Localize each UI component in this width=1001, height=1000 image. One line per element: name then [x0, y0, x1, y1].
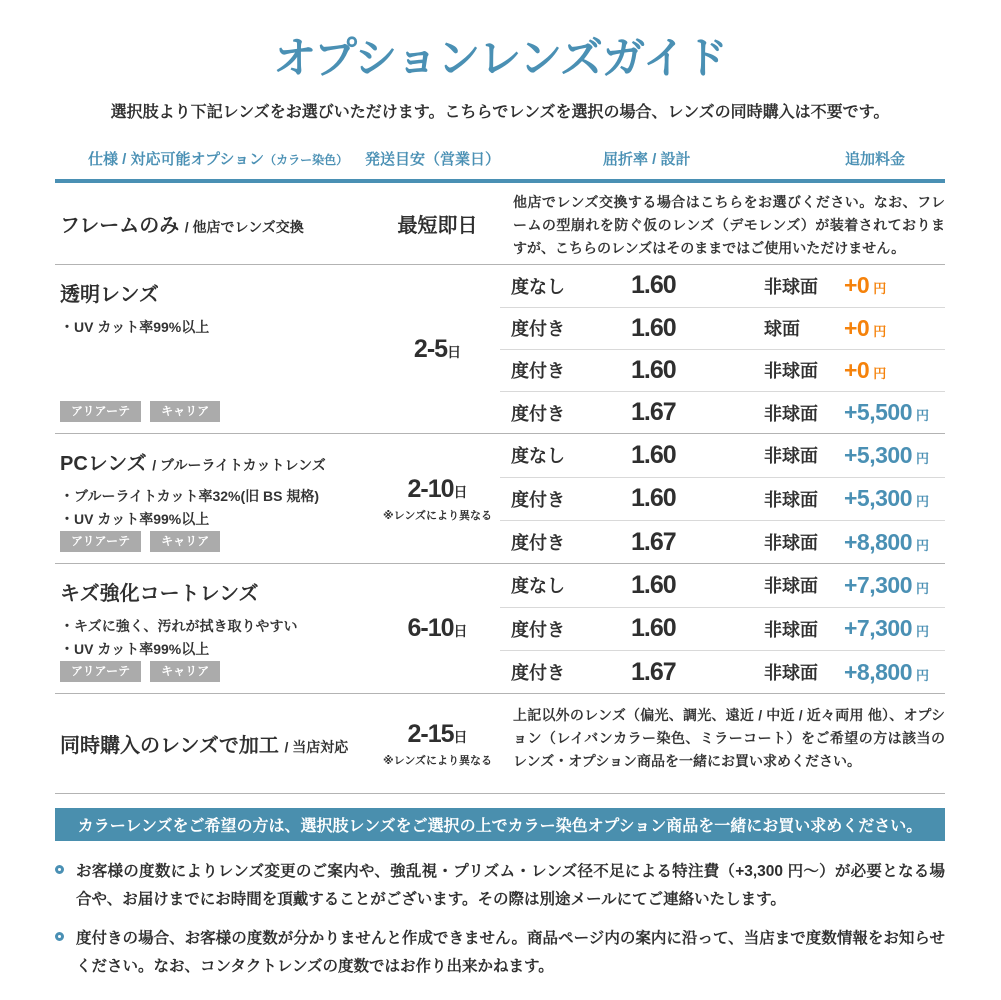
yen-unit: 円 — [916, 450, 930, 466]
column-header-spec-note: （カラー染色） — [264, 153, 349, 168]
refractive-index: 1.60 — [631, 614, 676, 643]
refractive-index: 1.67 — [631, 657, 676, 686]
color-dye-badges — [60, 531, 375, 552]
section-title-suffix: / 当店対応 — [284, 739, 349, 756]
power-type: 度付き — [511, 619, 565, 640]
refractive-index: 1.60 — [631, 440, 676, 469]
day-unit: 日 — [453, 728, 468, 745]
day-unit: 日 — [447, 343, 462, 360]
lens-option-row — [500, 350, 945, 392]
shipping-cell — [375, 434, 500, 563]
circle-bullet-icon — [55, 865, 64, 874]
lens-option-row — [500, 434, 945, 477]
column-header-price: 追加料金 — [845, 151, 906, 169]
shipping-estimate: 6-10日 — [407, 614, 468, 643]
yen-unit: 円 — [916, 408, 930, 424]
page-subtitle: 選択肢より下記レンズをお選びいただけます。こちらでレンズを選択の場合、レンズの同時購入は不要です。 — [110, 104, 890, 122]
lens-design: 非球面 — [764, 361, 818, 382]
lens-option-row — [500, 392, 945, 433]
section-title: キズ強化コートレンズ — [60, 583, 259, 606]
lens-design: 球面 — [764, 319, 800, 340]
additional-price: +8,800 円 — [844, 528, 930, 555]
yen-unit: 円 — [873, 323, 887, 339]
power-type: 度付き — [511, 489, 565, 510]
refractive-index: 1.60 — [631, 570, 676, 599]
section-pc-lens — [55, 434, 945, 564]
lens-design: 非球面 — [764, 489, 818, 510]
lens-option-rows — [500, 564, 945, 693]
lens-design: 非球面 — [764, 276, 818, 297]
badge-career: キャリア — [150, 401, 220, 422]
shipping-estimate: 最短即日 — [397, 215, 478, 238]
badge-ariate: アリアーテ — [60, 661, 141, 682]
section-description: 上記以外のレンズ（偏光、調光、遠近 / 中近 / 近々両用 他）、オプション（レイバンカラー染色、ミラーコート）をご希望の方は該当のレンズ・オプション商品を一緒にお買い求めください。 — [513, 707, 945, 769]
badge-ariate: アリアーテ — [60, 531, 141, 552]
section-title: PCレンズ / ブルーライトカットレンズ — [60, 453, 326, 476]
yen-unit: 円 — [916, 494, 930, 510]
section-title-suffix: / ブルーライトカットレンズ — [152, 457, 326, 474]
refractive-index: 1.67 — [631, 527, 676, 556]
power-type: 度付き — [511, 533, 565, 554]
day-unit: 日 — [453, 483, 468, 500]
section-title: フレームのみ / 他店でレンズ交換 — [60, 215, 304, 238]
power-type: 度付き — [511, 403, 565, 424]
color-dye-badges — [60, 661, 375, 682]
shipping-cell — [375, 694, 500, 793]
additional-price: +0 円 — [844, 314, 887, 341]
yen-unit: 円 — [916, 580, 930, 596]
shipping-estimate: 2-5日 — [413, 334, 462, 363]
footnotes — [55, 858, 945, 981]
footnote-item — [55, 858, 945, 914]
additional-price: +5,300 円 — [844, 441, 930, 468]
additional-price: +0 円 — [844, 356, 887, 383]
section-title: 同時購入のレンズで加工 / 当店対応 — [60, 735, 349, 758]
yen-unit: 円 — [916, 667, 930, 683]
section-spec-cell — [55, 564, 375, 693]
additional-price: +7,300 円 — [844, 615, 930, 642]
feature-bullet: ・ブルーライトカット率32%(旧 BS 規格) — [60, 488, 320, 505]
lens-option-row — [500, 308, 945, 350]
feature-bullet: ・キズに強く、汚れが拭き取りやすい — [60, 618, 298, 635]
lens-design: 非球面 — [764, 446, 818, 467]
section-scratch-coat-lens — [55, 564, 945, 694]
column-header-spec: 仕様 / 対応可能オプション（カラー染色） — [88, 151, 349, 169]
power-type: 度付き — [511, 361, 565, 382]
badge-career: キャリア — [150, 661, 220, 682]
shipping-cell — [375, 564, 500, 693]
refractive-index: 1.60 — [631, 271, 676, 300]
lens-option-rows — [500, 265, 945, 433]
power-type: 度なし — [511, 576, 565, 597]
lens-design: 非球面 — [764, 619, 818, 640]
additional-price: +8,800 円 — [844, 658, 930, 685]
badge-ariate: アリアーテ — [60, 401, 141, 422]
lens-option-row — [500, 478, 945, 521]
footnote-text: お客様の度数によりレンズ変更のご案内や、強乱視・プリズム・レンズ径不足による特注費（+3,300 円〜）が必要となる場合や、お届けまでにお時間を頂戴することがございます。その際は別途メールにてご連絡いたします。 — [76, 863, 945, 909]
feature-bullet: ・UV カット率99%以上 — [60, 641, 210, 658]
color-lens-banner: カラーレンズをご希望の方は、選択肢レンズをご選択の上でカラー染色オプション商品を一緒にお買い求めください。 — [55, 808, 945, 841]
yen-unit: 円 — [916, 537, 930, 553]
lens-option-rows — [500, 434, 945, 563]
color-dye-badges — [60, 401, 375, 422]
shipping-cell — [375, 183, 500, 264]
lens-design: 非球面 — [764, 663, 818, 684]
section-spec-cell — [55, 183, 375, 264]
badge-career: キャリア — [150, 531, 220, 552]
shipping-estimate: 2-15日 — [407, 719, 468, 748]
power-type: 度なし — [511, 446, 565, 467]
page-title: オプションレンズガイド — [273, 35, 727, 83]
lens-option-row — [500, 265, 945, 307]
footnote-item — [55, 925, 945, 981]
shipping-note: ※レンズにより異なる — [382, 754, 493, 767]
section-spec-cell — [55, 434, 375, 563]
lens-design: 非球面 — [764, 576, 818, 597]
column-header-refraction: 屈折率 / 設計 — [603, 151, 691, 169]
lens-design: 非球面 — [764, 403, 818, 424]
shipping-note: ※レンズにより異なる — [382, 509, 493, 522]
column-header-shipping: 発送目安（営業日） — [365, 151, 501, 169]
yen-unit: 円 — [873, 365, 887, 381]
day-unit: 日 — [453, 623, 468, 640]
refractive-index: 1.67 — [631, 398, 676, 427]
section-description: 他店でレンズ交換する場合はこちらをお選びください。なお、フレームの型崩れを防ぐ仮のレンズ（デモレンズ）が装着されておりますが、こちらのレンズはそのままではご使用いただけません。 — [513, 194, 945, 256]
refractive-index: 1.60 — [631, 313, 676, 342]
lens-option-row — [500, 564, 945, 607]
power-type: 度付き — [511, 319, 565, 340]
refractive-index: 1.60 — [631, 355, 676, 384]
feature-bullets — [60, 316, 375, 339]
section-spec-cell — [55, 694, 375, 793]
section-clear-lens — [55, 265, 945, 434]
shipping-cell — [375, 265, 500, 433]
power-type: 度付き — [511, 663, 565, 684]
power-type: 度なし — [511, 276, 565, 297]
section-spec-cell — [55, 265, 375, 433]
feature-bullets — [60, 485, 375, 531]
section-purchased-lens-processing — [55, 694, 945, 794]
lens-option-row — [500, 608, 945, 651]
lens-option-row — [500, 521, 945, 563]
footnote-text: 度付きの場合、お客様の度数が分かりませんと作成できません。商品ページ内の案内に沿って、当店まで度数情報をお知らせください。なお、コンタクトレンズの度数ではお作り出来かねます。 — [76, 930, 945, 975]
section-frame-only — [55, 183, 945, 265]
section-title: 透明レンズ — [60, 284, 159, 307]
shipping-estimate: 2-10日 — [407, 474, 468, 503]
yen-unit: 円 — [916, 624, 930, 640]
section-title-suffix: / 他店でレンズ交換 — [184, 219, 304, 236]
additional-price: +5,500 円 — [844, 399, 930, 426]
feature-bullets — [60, 615, 375, 661]
additional-price: +7,300 円 — [844, 571, 930, 598]
lens-design: 非球面 — [764, 533, 818, 554]
additional-price: +5,300 円 — [844, 485, 930, 512]
feature-bullet: ・UV カット率99%以上 — [60, 319, 210, 336]
feature-bullet: ・UV カット率99%以上 — [60, 511, 210, 528]
additional-price: +0 円 — [844, 272, 887, 299]
refractive-index: 1.60 — [631, 484, 676, 513]
yen-unit: 円 — [873, 281, 887, 297]
lens-option-row — [500, 651, 945, 693]
circle-bullet-icon — [55, 932, 64, 941]
table-column-headers — [55, 148, 945, 168]
